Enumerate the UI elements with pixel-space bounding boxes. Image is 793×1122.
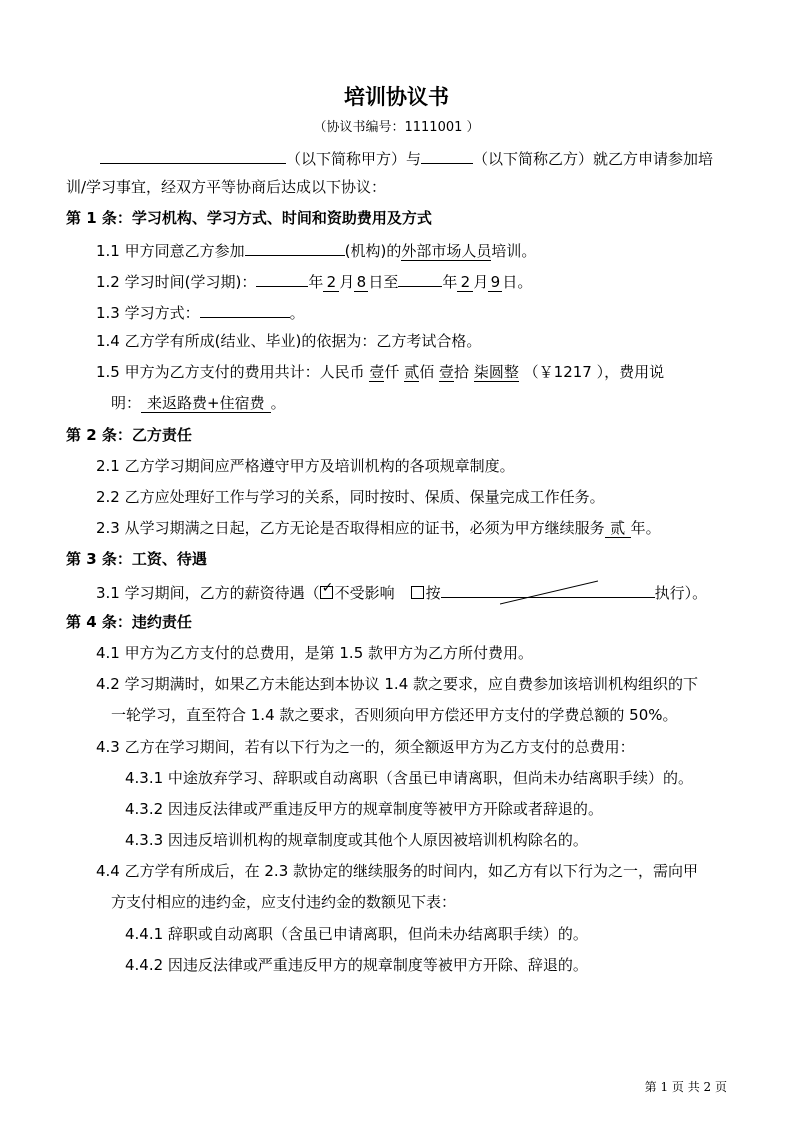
clause-3-1: 3.1 学习期间，乙方的薪资待遇（ ✓ 不受影响 按 执行）。 [96,580,708,602]
agreement-number: （协议书编号：1111001 ） [313,120,480,135]
amount-digit: 壹 [439,363,455,381]
clause-1-1: 1.1 甲方同意乙方参加 (机构)的外部市场人员培训。 [96,238,536,261]
service-years: 贰 [605,520,631,538]
start-year-blank[interactable] [256,269,308,287]
clause-1-3: 1.3 学习方式： 。 [96,300,305,323]
training-name: 外部市场人员 [401,242,492,260]
article-2-title: 第 2 条：乙方责任 [66,426,192,444]
checkmark-icon: ✓ [321,580,334,596]
clause-1-4: 1.4 乙方学有所成(结业、毕业)的依据为：乙方考试合格。 [96,332,482,350]
party-b-blank[interactable] [421,146,473,164]
clause-1-5-cont: 明： 来返路费+住宿费 。 [111,394,286,412]
start-month: 2 [323,274,339,292]
amount-digit: 壹 [369,363,385,381]
institution-blank[interactable] [245,238,345,256]
party-a-blank[interactable] [100,146,286,164]
intro-line-2: 训/学习事宜，经双方平等协商后达成以下协议： [66,178,387,196]
clause-4-3-2: 4.3.2 因违反法律或严重违反甲方的规章制度等被甲方开除或者辞退的。 [125,800,603,818]
checkbox-other[interactable] [411,586,424,599]
clause-2-1: 2.1 乙方学习期间应严格遵守甲方及培训机构的各项规章制度。 [96,457,515,475]
end-month: 2 [457,274,473,292]
clause-4-2: 4.2 学习期满时，如果乙方未能达到本协议 1.4 款之要求，应自费参加该培训机构组织的下 [96,675,699,693]
amount-digit: 贰 [404,363,420,381]
clause-1-5: 1.5 甲方为乙方支付的费用共计：人民币 壹仟 贰佰 壹拾 柒圆整 （￥1217 ），费用说 [96,363,665,381]
intro-line-1: （以下简称甲方）与 （以下简称乙方）就乙方申请参加培 [100,146,713,169]
document-title: 培训协议书 [344,85,449,109]
clause-4-4-1: 4.4.1 辞职或自动离职（含虽已申请离职，但尚未办结离职手续）的。 [125,925,588,943]
clause-4-2-cont: 一轮学习，直至符合 1.4 款之要求，否则须向甲方偿还甲方支付的学费总额的 50%。 [111,706,678,724]
clause-4-1: 4.1 甲方为乙方支付的总费用，是第 1.5 款甲方为乙方所付费用。 [96,644,534,662]
clause-4-3-1: 4.3.1 中途放弃学习、辞职或自动离职（含虽已申请离职，但尚未办结离职手续）的。 [125,769,693,787]
clause-1-2: 1.2 学习时间(学习期)： 年 2 月 8 日至 年 2 月 9 日。 [96,269,532,292]
page-footer: 第 1 页 共 2 页 [644,1080,727,1094]
clause-4-4-cont: 方支付相应的违约金，应支付违约金的数额见下表： [111,893,457,911]
clause-2-2: 2.2 乙方应处理好工作与学习的关系，同时按时、保质、保量完成工作任务。 [96,488,605,506]
clause-4-3: 4.3 乙方在学习期间，若有以下行为之一的，须全额返甲方为乙方支付的总费用： [96,738,635,756]
start-day: 8 [354,274,368,292]
checkbox-unaffected[interactable] [320,580,334,599]
end-year-blank[interactable] [398,269,442,287]
article-4-title: 第 4 条：违约责任 [66,613,192,631]
strike-through-line [500,580,598,605]
clause-4-3-3: 4.3.3 因违反培训机构的规章制度或其他个人原因被培训机构除名的。 [125,831,588,849]
clause-4-4: 4.4 乙方学有所成后，在 2.3 款协定的继续服务的时间内，如乙方有以下行为之一，需向甲 [96,862,699,880]
clause-2-3: 2.3 从学习期满之日起，乙方无论是否取得相应的证书，必须为甲方继续服务 贰 年。 [96,519,661,537]
article-1-title: 第 1 条：学习机构、学习方式、时间和资助费用及方式 [66,209,432,227]
amount-digit: 柒 [473,363,489,381]
expense-note: 来返路费+住宿费 [141,395,271,413]
study-method-blank[interactable] [200,300,290,318]
article-3-title: 第 3 条：工资、待遇 [66,550,207,568]
end-day: 9 [488,274,502,292]
clause-4-4-2: 4.4.2 因违反法律或严重违反甲方的规章制度等被甲方开除、辞退的。 [125,956,588,974]
